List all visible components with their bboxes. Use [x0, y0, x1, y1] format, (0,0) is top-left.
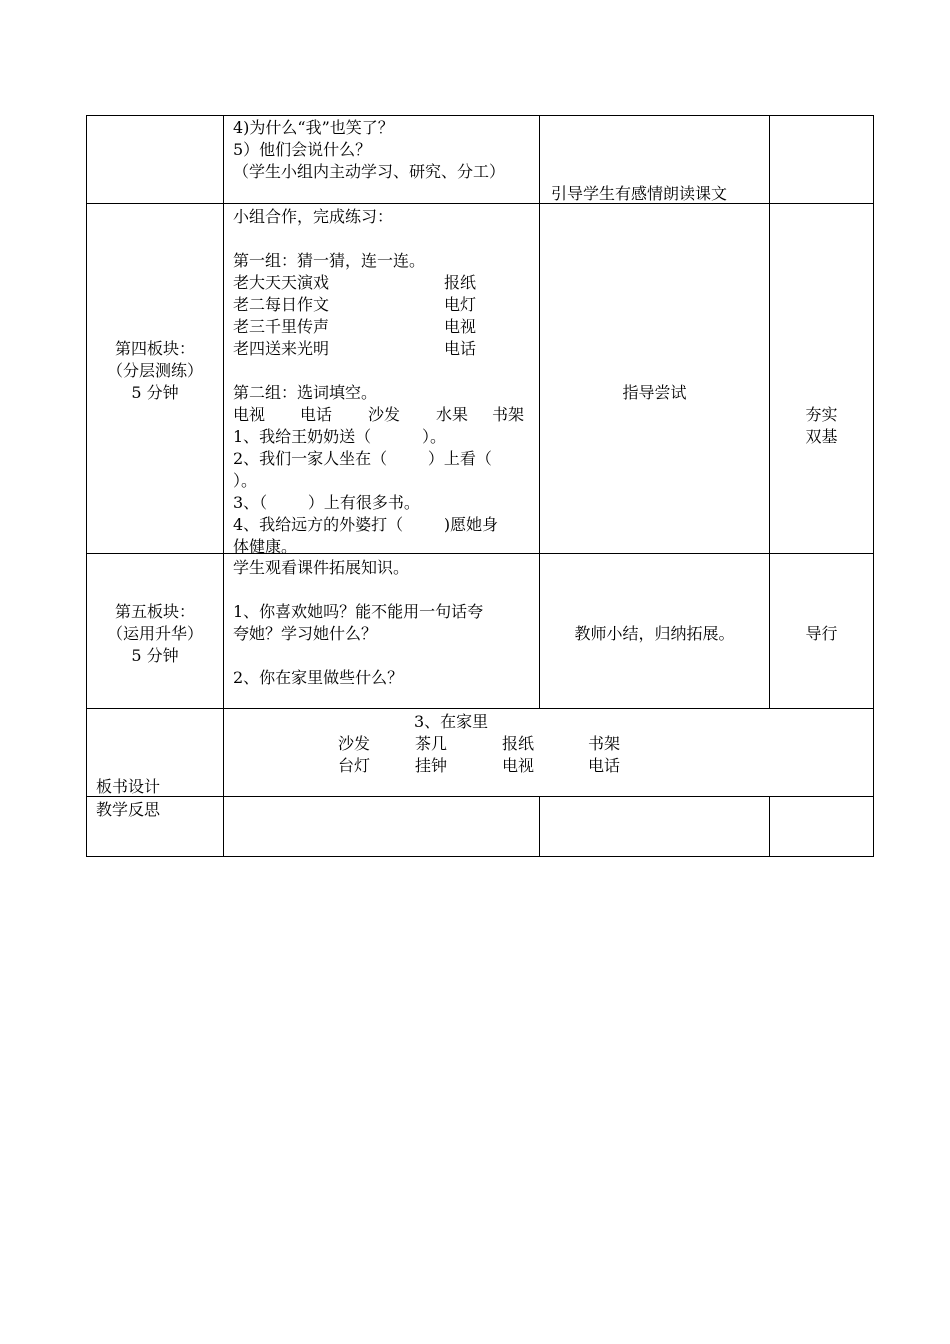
row2-section-duration: 5 分钟 — [131, 383, 179, 402]
pair-left-2: 老二每日作文 — [233, 295, 330, 314]
row2-section-subtitle: （分层测练） — [106, 361, 203, 380]
board-word-8: 电话 — [588, 756, 621, 775]
row1-content-line-3: （学生小组内主动学习、研究、分工） — [233, 162, 506, 181]
word-option-2: 电话 — [300, 405, 333, 424]
pair-right-3: 电视 — [444, 317, 477, 336]
pair-right-4: 电话 — [444, 339, 477, 358]
board-title: 3、在家里 — [414, 712, 489, 731]
row3-content-line-2: 1、你喜欢她吗？能不能用一句话夸 — [233, 602, 484, 621]
column-divider-2-upper — [539, 115, 540, 709]
pair-right-1: 报纸 — [444, 273, 477, 292]
row-divider-3 — [86, 708, 874, 709]
fill-item-3: 3、（ ）上有很多书。 — [233, 493, 420, 512]
board-design-label: 板书设计 — [96, 777, 161, 796]
word-option-3: 沙发 — [368, 405, 401, 424]
row2-goal-line-2: 双基 — [805, 427, 838, 446]
word-option-4: 水果 — [436, 405, 469, 424]
row-divider-4 — [86, 796, 874, 797]
row3-content-line-1: 学生观看课件拓展知识。 — [233, 558, 410, 577]
row3-section-title: 第五板块： — [114, 602, 195, 621]
row2-intro: 小组合作，完成练习： — [233, 207, 394, 226]
board-word-4: 书架 — [588, 734, 621, 753]
pair-left-1: 老大天天演戏 — [233, 273, 330, 292]
row2-group2-title: 第二组：选词填空。 — [233, 383, 378, 402]
row2-group1-title: 第一组：猜一猜，连一连。 — [233, 251, 426, 270]
column-divider-2-lower — [539, 796, 540, 857]
column-divider-1 — [223, 115, 224, 857]
pair-right-2: 电灯 — [444, 295, 477, 314]
row2-guide: 指导尝试 — [622, 383, 687, 402]
row2-goal-line-1: 夯实 — [805, 405, 838, 424]
row1-guide: 引导学生有感情朗读课文 — [551, 184, 728, 203]
row3-content-line-4: 2、你在家里做些什么？ — [233, 668, 404, 687]
word-option-5: 书架 — [492, 405, 525, 424]
row3-guide: 教师小结，归纳拓展。 — [574, 624, 735, 643]
row1-content-line-2: 5）他们会说什么？ — [233, 140, 372, 159]
row-divider-1 — [86, 203, 874, 204]
fill-item-4-cont: 体健康。 — [233, 537, 298, 556]
board-word-6: 挂钟 — [415, 756, 448, 775]
column-divider-3-lower — [769, 796, 770, 857]
board-word-2: 茶几 — [415, 734, 448, 753]
table-border-left — [86, 115, 87, 857]
word-option-1: 电视 — [233, 405, 266, 424]
row3-goal: 导行 — [805, 624, 838, 643]
pair-left-4: 老四送来光明 — [233, 339, 330, 358]
row1-content-line-1: 4)为什么“我”也笑了？ — [233, 118, 394, 137]
board-word-7: 电视 — [502, 756, 535, 775]
row3-content-line-3: 夸她？学习她什么？ — [233, 624, 378, 643]
fill-item-1: 1、我给王奶奶送（ ）。 — [233, 427, 447, 446]
board-word-1: 沙发 — [338, 734, 371, 753]
table-border-right — [873, 115, 874, 857]
row2-section-title: 第四板块： — [114, 339, 195, 358]
table-border-bottom — [86, 856, 874, 857]
row3-section-duration: 5 分钟 — [131, 646, 179, 665]
fill-item-4: 4、我给远方的外婆打（ )愿她身 — [233, 515, 499, 534]
pair-left-3: 老三千里传声 — [233, 317, 330, 336]
row3-section-subtitle: （运用升华） — [106, 624, 203, 643]
teaching-reflection-label: 教学反思 — [96, 800, 161, 819]
fill-item-2-cont: ）。 — [233, 471, 258, 490]
row-divider-2 — [86, 553, 874, 554]
fill-item-2: 2、我们一家人坐在（ ）上看（ — [233, 449, 492, 468]
board-word-5: 台灯 — [338, 756, 371, 775]
table-border-top — [86, 115, 874, 116]
board-word-3: 报纸 — [502, 734, 535, 753]
